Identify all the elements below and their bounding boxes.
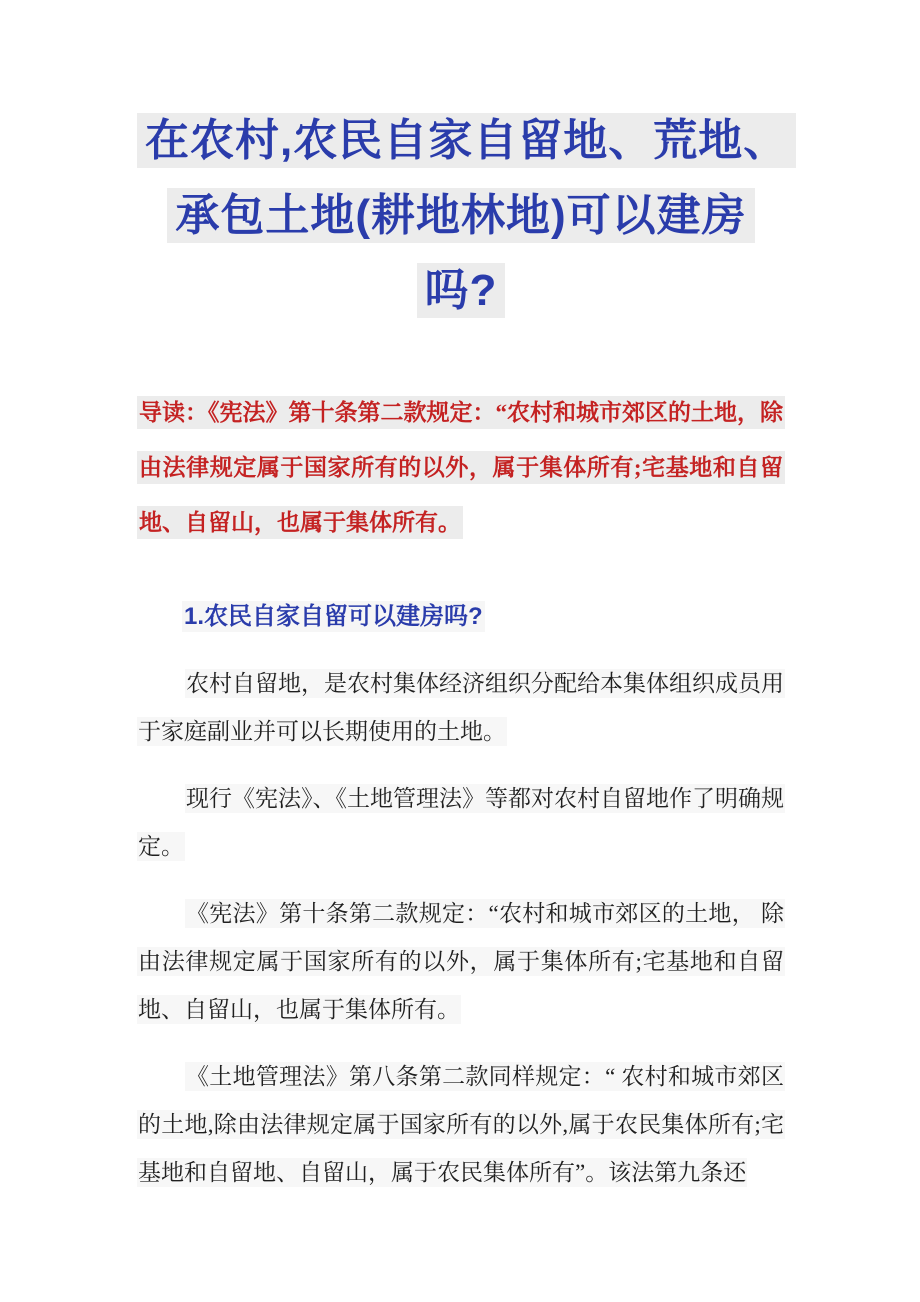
title-line-text: 吗? <box>417 263 506 318</box>
paragraph <box>137 890 785 1034</box>
title-line-text: 承包土地(耕地林地)可以建房 <box>167 188 754 243</box>
section-heading-text: 1.农民自家自留可以建房吗? <box>184 603 483 630</box>
section-heading <box>182 593 785 641</box>
title-line <box>137 103 789 178</box>
title-line <box>137 178 785 253</box>
article-title <box>137 103 789 328</box>
paragraph <box>137 775 785 871</box>
paragraph <box>137 1053 785 1197</box>
paragraph <box>137 660 785 756</box>
lead-paragraph <box>137 385 785 550</box>
section-body <box>137 660 785 1197</box>
lead-paragraph-text: 导读：《宪法》第十条第二款规定：“农村和城市郊区的土地，除由法律规定属于国家所有的以外，属于集体所有;宅基地和自留地、自留山，也属于集体所有。 <box>137 396 785 539</box>
title-line-text: 在农村,农民自家自留地、荒地、 <box>137 113 796 168</box>
paragraph-text: 农村自留地，是农村集体经济组织分配给本集体组织成员用于家庭副业并可以长期使用的土地。 <box>138 671 784 744</box>
paragraph-text: 《土地管理法》第八条第二款同样规定：“ 农村和城市郊区的土地,除由法律规定属于国家所有的以外,属于农民集体所有;宅基地和自留地、自留山，属于农民集体所有”。该法第九条还 <box>138 1064 784 1185</box>
paragraph-text: 《宪法》第十条第二款规定：“农村和城市郊区的土地， 除由法律规定属于国家所有的以外，属于集体所有;宅基地和自留地、自留山，也属于集体所有。 <box>138 901 784 1022</box>
title-line <box>137 253 785 328</box>
paragraph-text: 现行《宪法》、《土地管理法》等都对农村自留地作了明确规定。 <box>138 786 784 859</box>
